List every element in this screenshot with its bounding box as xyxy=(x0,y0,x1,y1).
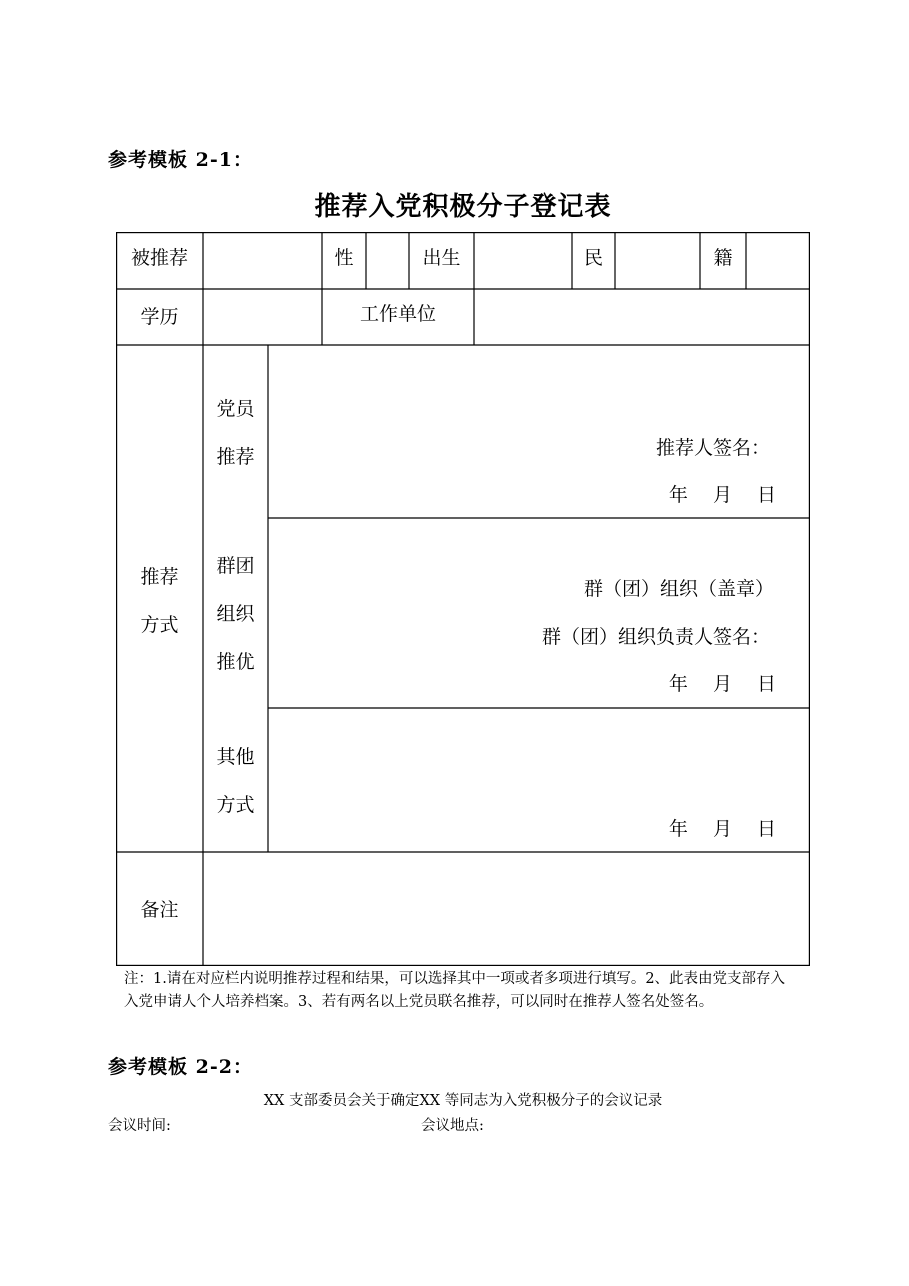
recommendation-method-label xyxy=(116,553,203,649)
recommender-signature-label: 推荐人签名： xyxy=(655,437,770,459)
mass-org-recommendation-label xyxy=(203,542,268,686)
party-member-recommendation-label xyxy=(203,385,268,481)
mass-org-label-line: 组织 xyxy=(216,603,255,625)
form-note: 注：1.请在对应栏内说明推荐过程和结果，可以选择其中一项或者多项进行填写。2、此表由党支部存入入党申请人个人培养档案。3、若有两名以上党员联名推荐，可以同时在推荐人签名处签名。 xyxy=(124,971,786,1010)
template-2-2-heading: 参考模板 2-2： xyxy=(108,1056,253,1078)
native-place-label: 籍 xyxy=(713,247,733,269)
other-label-line: 其他 xyxy=(216,746,255,768)
gender-label: 性 xyxy=(334,247,354,269)
meeting-time-label: 会议时间: xyxy=(108,1118,171,1134)
mass-org-date: 年 月 日 xyxy=(668,673,776,695)
education-label: 学历 xyxy=(140,306,179,328)
mass-org-label-line: 群团 xyxy=(216,555,255,577)
party-member-label-line: 推荐 xyxy=(216,446,255,468)
method-label-line: 推荐 xyxy=(140,566,179,588)
mass-org-label-line: 推优 xyxy=(216,651,255,673)
template-2-1-heading: 参考模板 2-1： xyxy=(108,149,253,171)
meeting-record-title: XX 支部委员会关于确定XX 等同志为入党积极分子的会议记录 xyxy=(263,1093,663,1109)
mass-org-leader-signature-label: 群（团）组织负责人签名： xyxy=(541,626,770,648)
birth-label: 出生 xyxy=(422,247,461,269)
workplace-label: 工作单位 xyxy=(359,303,436,325)
other-label-line: 方式 xyxy=(216,794,255,816)
registration-form-table xyxy=(116,232,810,966)
form-title: 推荐入党积极分子登记表 xyxy=(314,192,612,222)
mass-org-seal-label: 群（团）组织（盖章） xyxy=(583,578,774,600)
meeting-place-label: 会议地点: xyxy=(421,1118,484,1134)
nominee-label: 被推荐 xyxy=(130,247,188,269)
remarks-label: 备注 xyxy=(140,899,179,921)
method-label-line: 方式 xyxy=(140,614,179,636)
party-member-date: 年 月 日 xyxy=(668,484,776,506)
ethnicity-label: 民 xyxy=(583,247,603,269)
other-methods-label xyxy=(203,733,268,829)
other-date: 年 月 日 xyxy=(668,818,776,840)
party-member-label-line: 党员 xyxy=(216,398,255,420)
